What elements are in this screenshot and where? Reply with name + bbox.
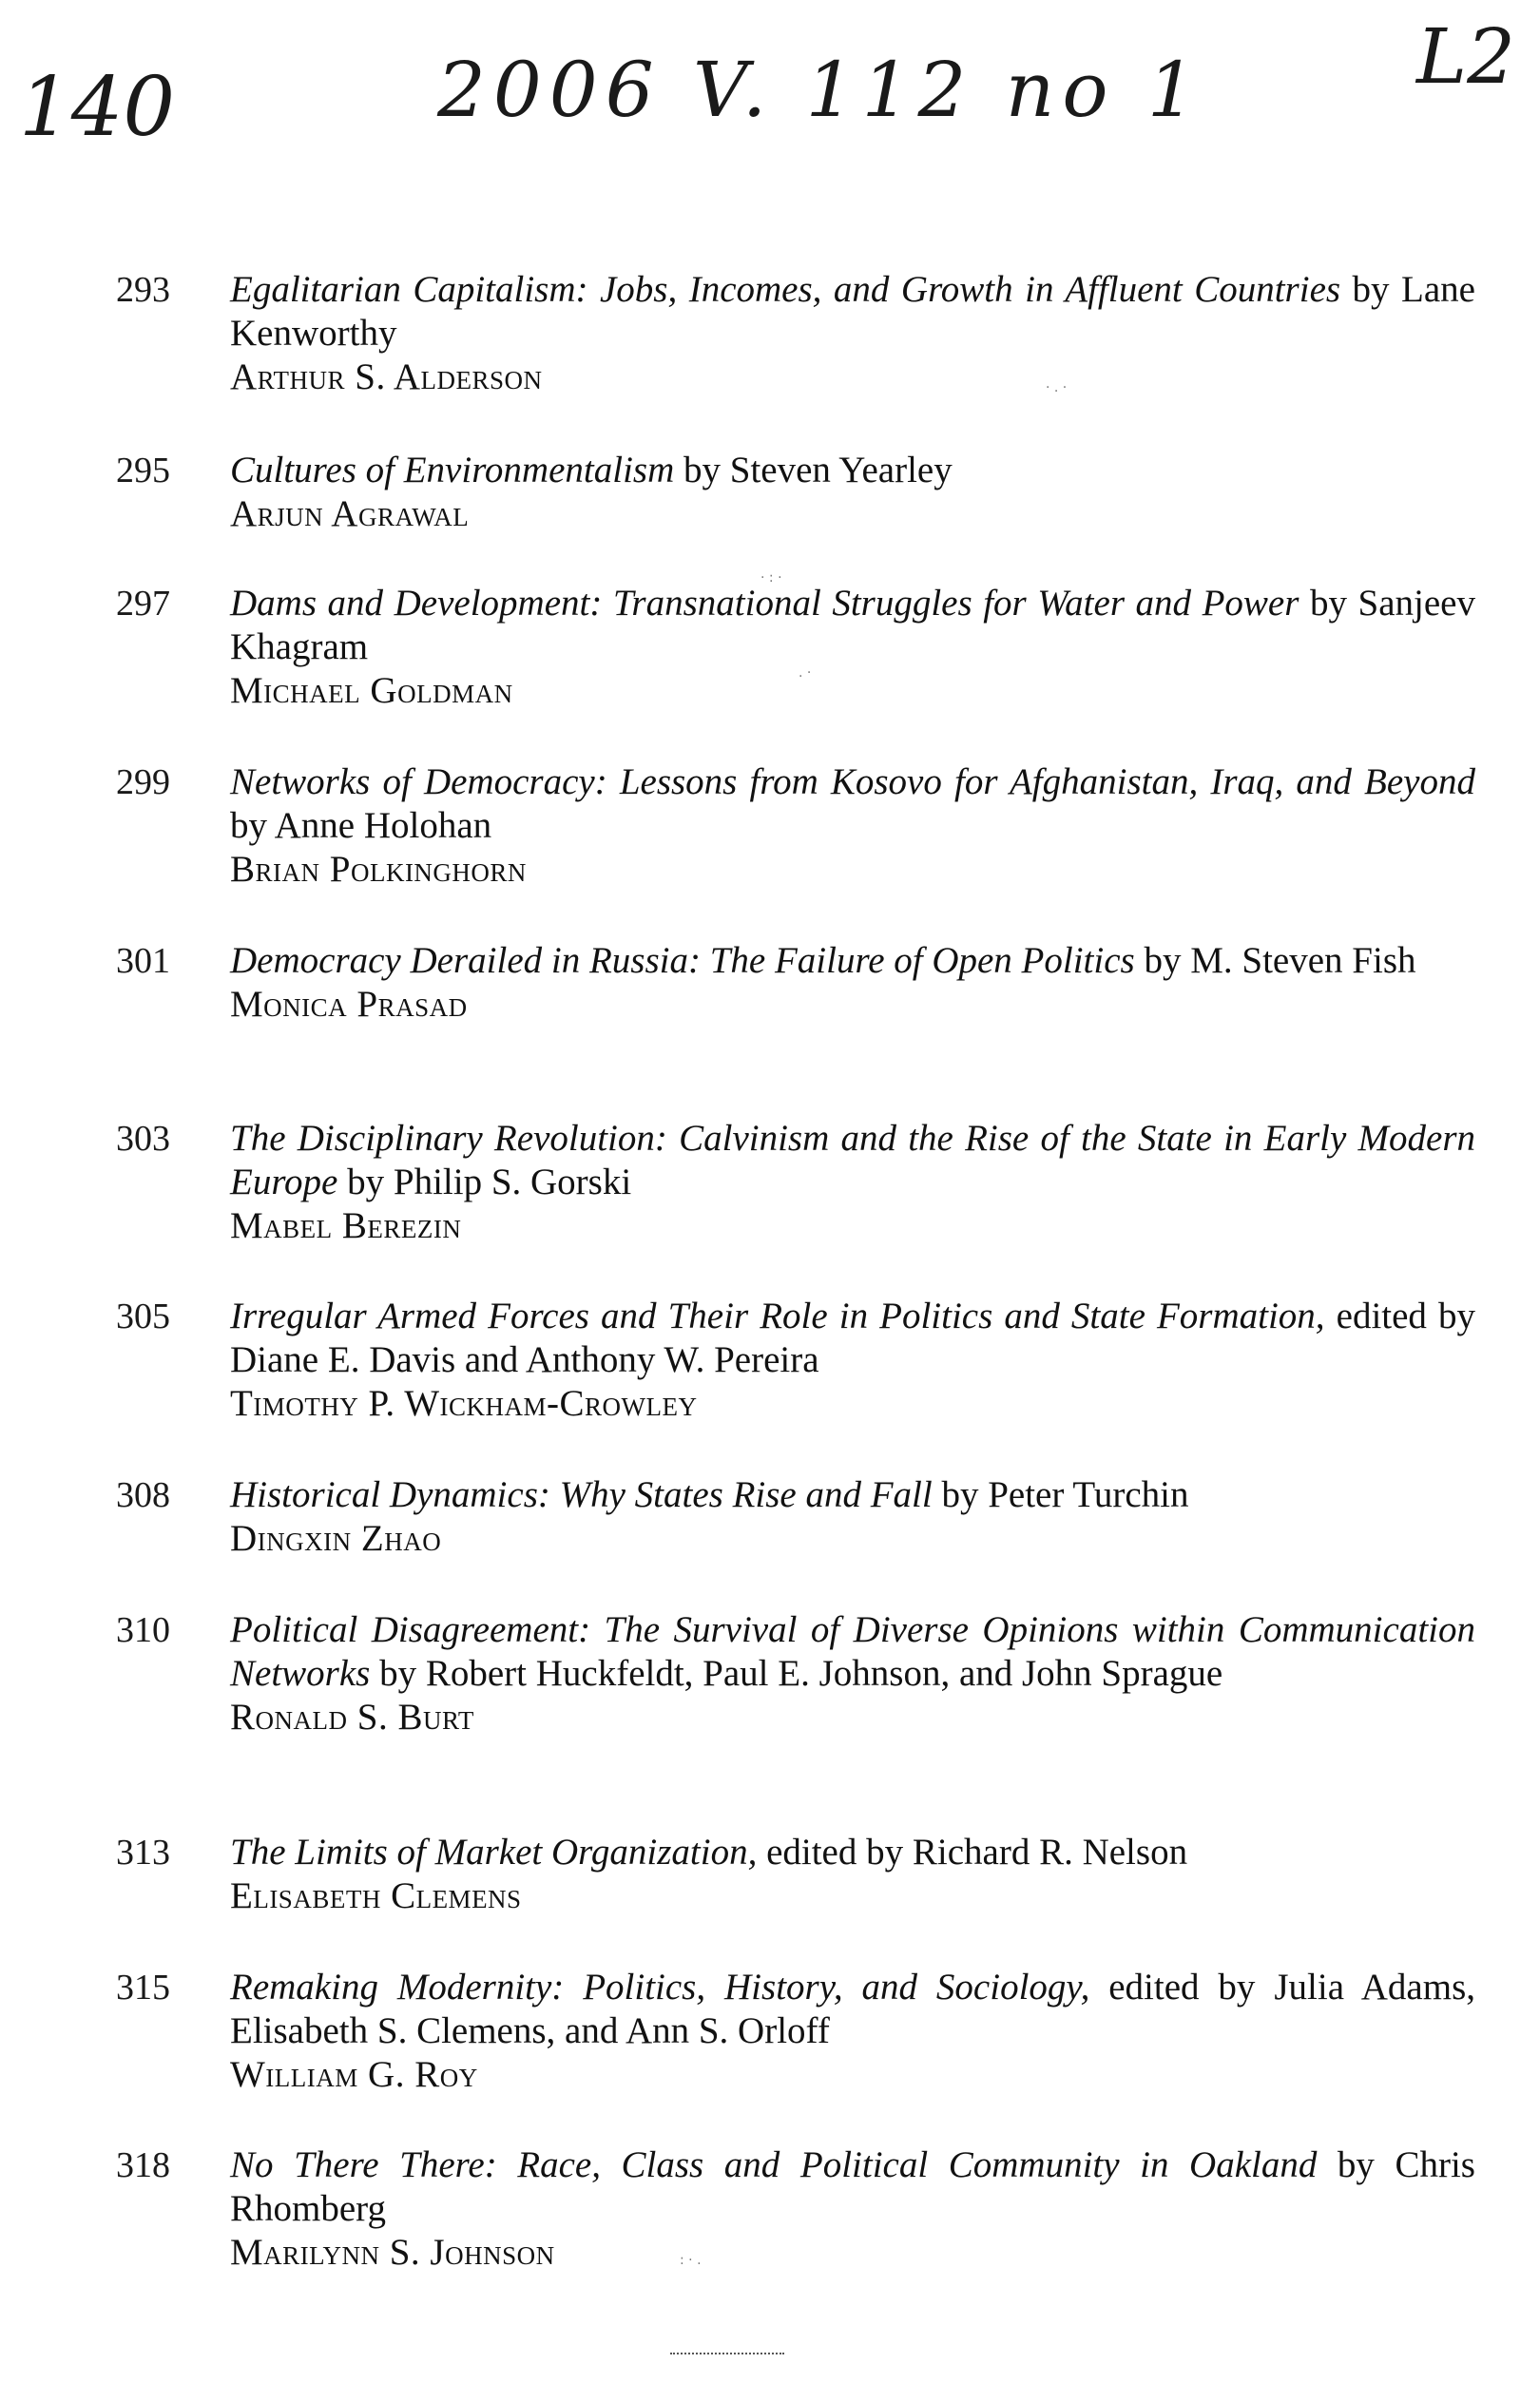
reviewer-name: Elisabeth Clemens (230, 1875, 522, 1916)
page-number: 310 (116, 1610, 170, 1650)
reviewer-name: Arthur S. Alderson (230, 356, 543, 397)
page-number: 301 (116, 941, 170, 981)
book-byline: by Anne Holohan (230, 805, 492, 846)
book-title: Cultures of Environmentalism (230, 450, 675, 490)
entry-body (230, 939, 1475, 1027)
book-title: Dams and Development: Transnational Struggles for Water and Power (230, 583, 1299, 624)
book-byline: by Chris Rhomberg (230, 2144, 1475, 2229)
book-byline: by Steven Yearley (674, 450, 953, 490)
page-number: 297 (116, 584, 170, 624)
book-title: The Limits of Market Organization, (230, 1832, 758, 1873)
reviewer-name: Timothy P. Wickham-Crowley (230, 1383, 698, 1424)
entry-body (230, 1831, 1475, 1918)
entry-body (230, 760, 1475, 892)
page-number: 295 (116, 451, 170, 490)
entry-body (230, 1608, 1475, 1739)
entry-body (230, 1473, 1475, 1561)
reviewer-name: Arjun Agrawal (230, 493, 470, 534)
reviewer-name: Marilynn S. Johnson (230, 2232, 555, 2273)
book-byline: by Philip S. Gorski (337, 1162, 632, 1202)
handwritten-mark-right: L2 (1416, 12, 1516, 101)
book-byline: by Lane Kenworthy (230, 269, 1475, 354)
page-number: 303 (116, 1119, 170, 1159)
book-byline: edited by Diane E. Davis and Anthony W. Pereira (230, 1296, 1475, 1380)
book-title: The Disciplinary Revolution: Calvinism and the Rise of the State in Early Modern Europe (230, 1118, 1475, 1202)
reviewer-name: Ronald S. Burt (230, 1697, 474, 1738)
reviewer-name: Dingxin Zhao (230, 1518, 442, 1559)
reviewer-name: Brian Polkinghorn (230, 849, 527, 890)
book-byline: by Robert Huckfeldt, Paul E. Johnson, and John Sprague (370, 1653, 1223, 1694)
book-title: Egalitarian Capitalism: Jobs, Incomes, and Growth in Affluent Countries (230, 269, 1341, 310)
reviewer-name: William G. Roy (230, 2054, 478, 2095)
reviewer-name: Michael Goldman (230, 670, 513, 711)
book-title: Remaking Modernity: Politics, History, and Sociology, (230, 1967, 1090, 2008)
entry-body (230, 1966, 1475, 2097)
page-number: 318 (116, 2145, 170, 2185)
entry-body (230, 1117, 1475, 1248)
scan-speckle: · : · (760, 570, 782, 586)
book-title: Historical Dynamics: Why States Rise and Fall (230, 1474, 933, 1515)
entry-body (230, 1295, 1475, 1426)
reviewer-name: Mabel Berezin (230, 1205, 462, 1246)
book-byline: by M. Steven Fish (1134, 940, 1416, 981)
book-title: No There There: Race, Class and Political Community in Oakland (230, 2144, 1318, 2185)
reviewer-name: Monica Prasad (230, 984, 468, 1025)
scan-speckle: . · (799, 665, 812, 681)
book-title: Democracy Derailed in Russia: The Failure of Open Politics (230, 940, 1135, 981)
book-byline: edited by Julia Adams, Elisabeth S. Clemens, and Ann S. Orloff (230, 1967, 1475, 2051)
book-byline: by Peter Turchin (932, 1474, 1189, 1515)
book-title: Political Disagreement: The Survival of Diverse Opinions within Communication Networks (230, 1609, 1475, 1694)
book-title: Networks of Democracy: Lessons from Kosovo for Afghanistan, Iraq, and Beyond (230, 761, 1475, 802)
page-number: 313 (116, 1833, 170, 1873)
page-number: 305 (116, 1297, 170, 1336)
book-title: Irregular Armed Forces and Their Role in Politics and State Formation, (230, 1296, 1325, 1336)
scan-speckle: : · . (680, 2253, 702, 2268)
book-byline: by Sanjeev Khagram (230, 583, 1475, 667)
page-number: 315 (116, 1968, 170, 2008)
book-byline: edited by Richard R. Nelson (757, 1832, 1188, 1873)
scan-speckle: · . · (1046, 380, 1068, 395)
entry-body (230, 449, 1475, 536)
handwritten-number-left: 140 (19, 60, 176, 155)
entry-body (230, 2143, 1475, 2275)
scan-smudge (670, 2353, 784, 2358)
page-number: 308 (116, 1475, 170, 1515)
entry-body (230, 268, 1475, 399)
entry-body (230, 582, 1475, 713)
page-number: 293 (116, 270, 170, 310)
handwritten-volume-note: 2006 V. 112 no 1 (437, 46, 1203, 134)
page-number: 299 (116, 762, 170, 802)
